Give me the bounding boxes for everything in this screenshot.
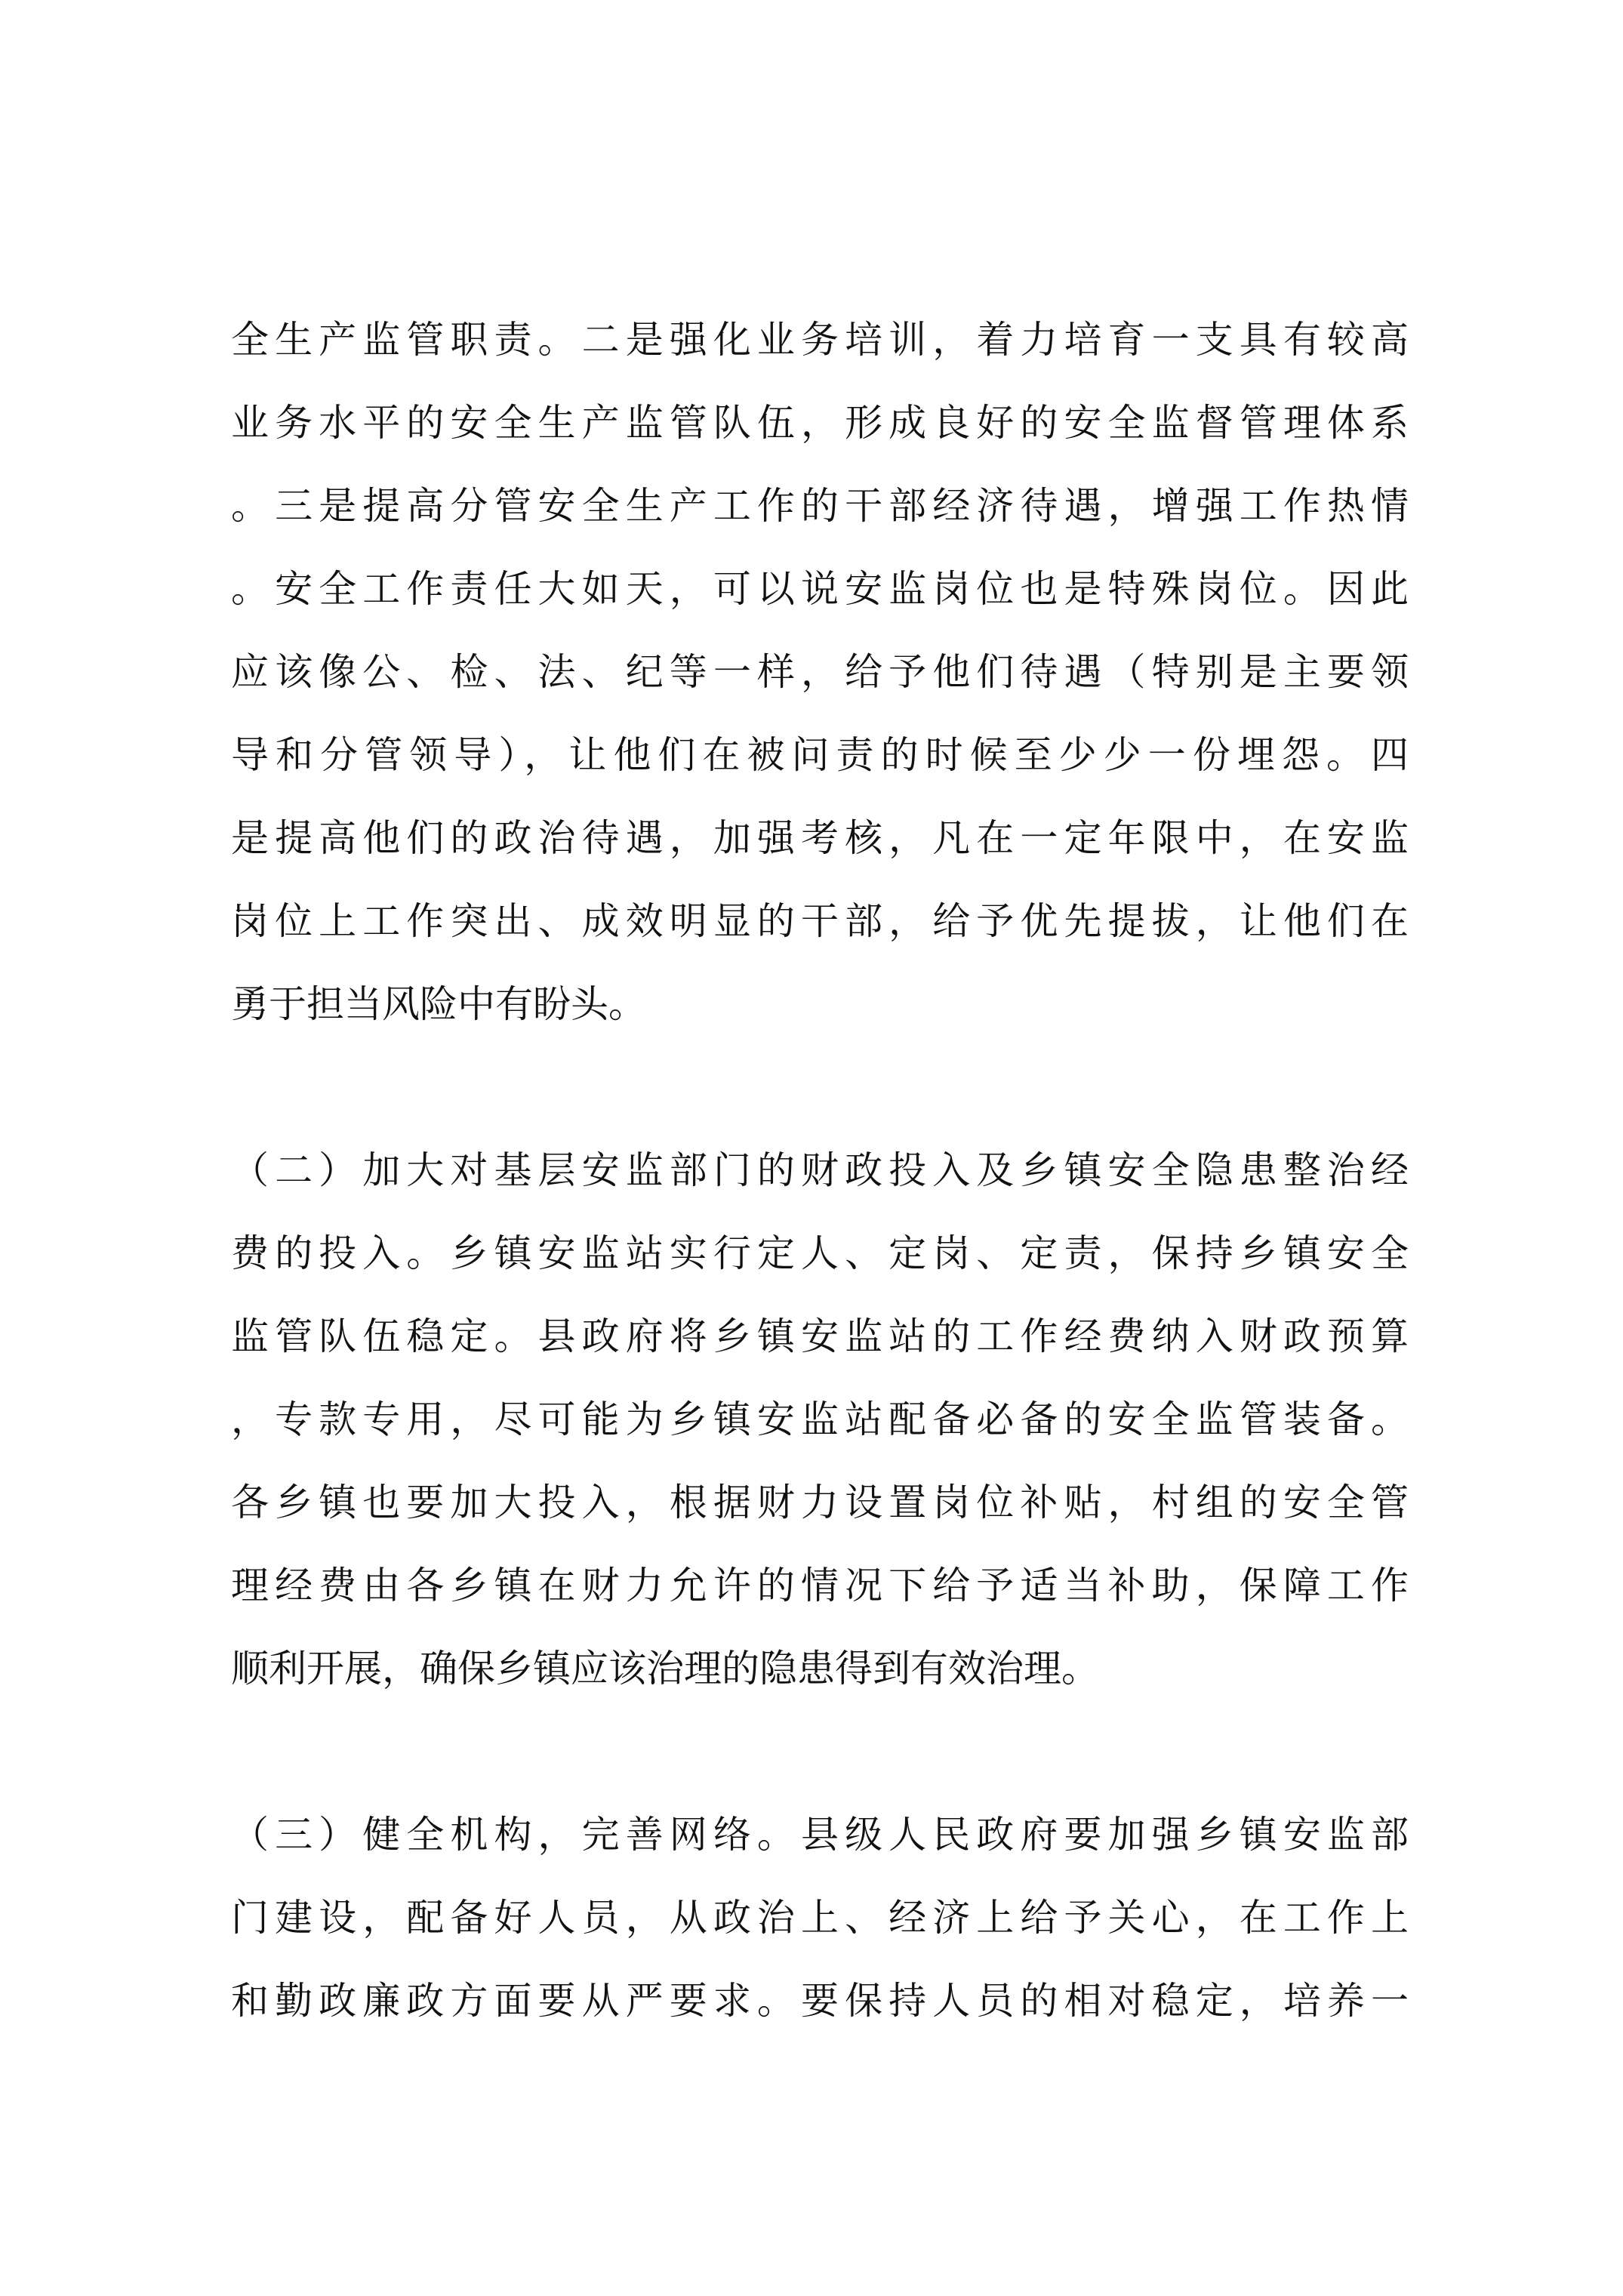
paragraph-2-line-7: 顺利开展，确保乡镇应该治理的隐患得到有效治理。 xyxy=(231,1647,1099,1690)
paragraph-2-line-1: （二）加大对基层安监部门的财政投入及乡镇安全隐患整治经 xyxy=(231,1148,1409,1192)
paragraph-1-line-4: 。安全工作责任大如天，可以说安监岗位也是特殊岗位。因此 xyxy=(231,567,1409,611)
paragraph-3-line-3: 和勤政廉政方面要从严要求。要保持人员的相对稳定，培养一 xyxy=(231,1979,1409,2023)
paragraph-2-line-5: 各乡镇也要加大投入，根据财力设置岗位补贴，村组的安全管 xyxy=(231,1481,1409,1524)
paragraph-1-line-9: 勇于担当风险中有盼头。 xyxy=(231,982,646,1026)
paragraph-2-line-6: 理经费由各乡镇在财力允许的情况下给予适当补助，保障工作 xyxy=(231,1564,1409,1607)
paragraph-2-line-4: ，专款专用，尽可能为乡镇安监站配备必备的安全监管装备。 xyxy=(231,1398,1409,1441)
paragraph-2-line-2: 费的投入。乡镇安监站实行定人、定岗、定责，保持乡镇安全 xyxy=(231,1231,1409,1275)
paragraph-1-line-8: 岗位上工作突出、成效明显的干部，给予优先提拔，让他们在 xyxy=(231,899,1409,943)
paragraph-1-line-7: 是提高他们的政治待遇，加强考核，凡在一定年限中，在安监 xyxy=(231,816,1409,860)
paragraph-2-line-3: 监管队伍稳定。县政府将乡镇安监站的工作经费纳入财政预算 xyxy=(231,1314,1409,1358)
paragraph-3-line-1: （三）健全机构，完善网络。县级人民政府要加强乡镇安监部 xyxy=(231,1813,1409,1857)
paragraph-1-line-2: 业务水平的安全生产监管队伍，形成良好的安全监督管理体系 xyxy=(231,401,1409,445)
paragraph-1-line-6: 导和分管领导），让他们在被问责的时候至少少一份埋怨。四 xyxy=(231,733,1409,777)
paragraph-1-line-5: 应该像公、检、法、纪等一样，给予他们待遇（特别是主要领 xyxy=(231,650,1409,694)
paragraph-3-line-2: 门建设，配备好人员，从政治上、经济上给予关心，在工作上 xyxy=(231,1896,1409,1940)
paragraph-1-line-3: 。三是提高分管安全生产工作的干部经济待遇，增强工作热情 xyxy=(231,484,1409,528)
paragraph-1-line-1: 全生产监管职责。二是强化业务培训，着力培育一支具有较高 xyxy=(231,318,1409,362)
